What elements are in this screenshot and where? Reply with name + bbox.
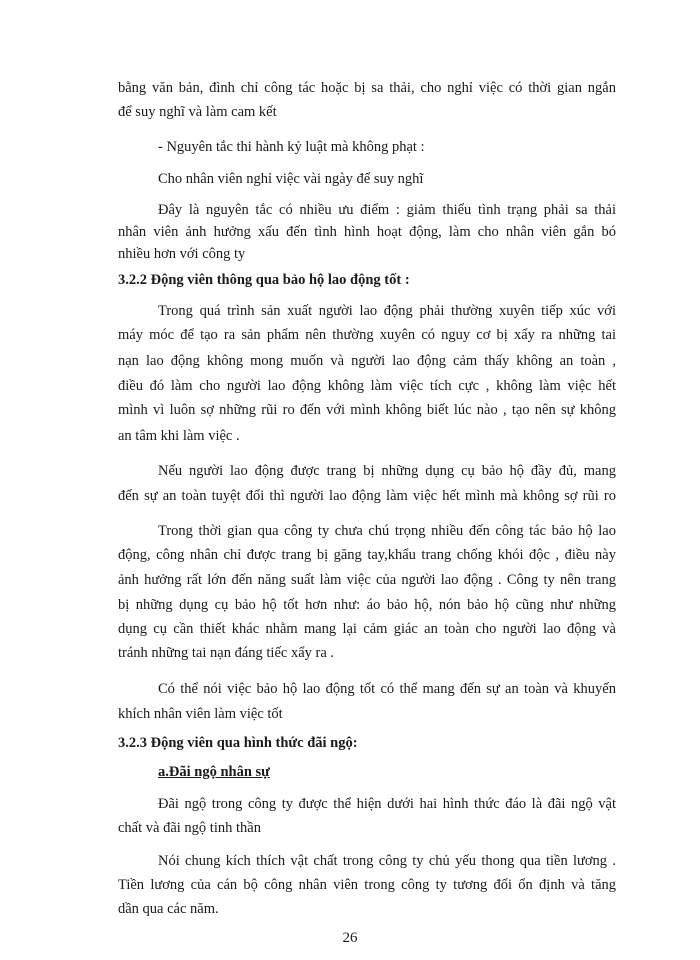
text-line: tránh những tai nạn đáng tiếc xẩy ra . <box>118 645 335 661</box>
page-number: 26 <box>342 930 358 946</box>
text-line: mình vì luôn sợ những rũi ro đến với mình không biết lúc nào , tạo nên sự không <box>118 402 616 418</box>
text-line: Nếu người lao động được trang bị những dụng cụ bảo hộ đầy đủ, mang <box>158 463 616 479</box>
text-line: Trong thời gian qua công ty chưa chú trọng nhiều đến công tác bảo hộ lao <box>158 523 616 539</box>
text-line: máy móc để tạo ra sản phẩm nên thường xuyên có nguy cơ bị xẩy ra những tai <box>118 327 616 343</box>
text-line: chất và đãi ngộ tinh thần <box>118 820 261 836</box>
section-heading: 3.2.2 Động viên thông qua bảo hộ lao động tốt : <box>118 272 410 288</box>
text-line: - Nguyên tắc thi hành kỷ luật mà không phạt : <box>158 139 425 155</box>
text-line: nạn lao động không mong muốn và người lao động cảm thấy không an toàn , <box>118 353 616 369</box>
text-line: Đãi ngộ trong công ty được thể hiện dưới hai hình thức đáo là đãi ngộ vật <box>158 796 616 812</box>
text-line: dụng cụ cần thiết khác nhằm mang lại cảm giác an toàn cho người lao động và <box>118 621 616 637</box>
text-line: Trong quá trình sản xuất người lao động phải thường xuyên tiếp xúc với <box>158 303 616 319</box>
text-line: đến sự an toàn tuyệt đối thì người lao động làm việc hết mình mà không sợ rũi ro <box>118 488 616 504</box>
text-line: bằng văn bản, đình chỉ công tác hoặc bị sa thải, cho nghỉ việc có thời gian ngắn <box>118 80 616 96</box>
text-line: động, công nhân chỉ được trang bị găng tay,khẩu trang chống khói độc , điều này <box>118 547 616 563</box>
text-line: nhân viên ảnh hưởng xấu đến tình hình hoạt động, làm cho nhân viên gắn bó <box>118 224 616 240</box>
text-line: Có thể nói việc bảo hộ lao động tốt có thể mang đến sự an toàn và khuyến <box>158 681 616 697</box>
text-line: bị những dụng cụ bảo hộ tốt hơn như: áo bảo hộ, nón bảo hộ cũng như những <box>118 597 616 613</box>
text-line: Tiền lương của cán bộ công nhân viên trong công ty tương đối ổn định và tăng <box>118 877 616 893</box>
text-line: nhiều hơn với công ty <box>118 246 246 262</box>
text-line: an tâm khi làm việc . <box>118 428 240 444</box>
text-line: dần qua các năm. <box>118 901 219 917</box>
text-line: Đây là nguyên tắc có nhiều ưu điểm : giảm thiểu tình trạng phải sa thải <box>158 202 616 218</box>
subsection-heading: a.Đãi ngộ nhân sự <box>158 764 270 780</box>
text-line: để suy nghĩ và làm cam kết <box>118 104 277 120</box>
text-line: khích nhân viên làm việc tốt <box>118 706 283 722</box>
text-line: Nói chung kích thích vật chất trong công ty chủ yếu thong qua tiền lương . <box>158 853 616 869</box>
text-line: điều đó làm cho người lao động không làm việc tích cực , không làm việc hết <box>118 378 616 394</box>
text-line: Cho nhân viên nghỉ việc vài ngày để suy nghĩ <box>158 171 424 187</box>
section-heading: 3.2.3 Động viên qua hình thức đãi ngộ: <box>118 735 358 751</box>
text-line: ảnh hưởng rất lớn đến năng suất làm việc của người lao động . Công ty nên trang <box>118 572 616 588</box>
